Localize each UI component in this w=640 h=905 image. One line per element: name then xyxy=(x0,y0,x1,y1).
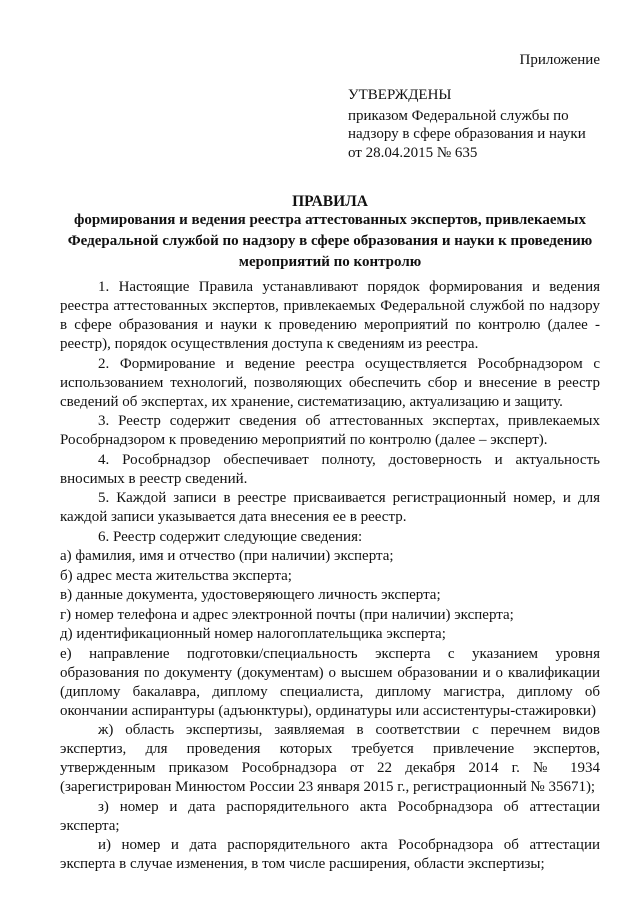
list-item-a: а) фамилия, имя и отчество (при наличии) эксперта; xyxy=(60,548,394,564)
document-body xyxy=(60,278,600,874)
appendix-label: Приложение xyxy=(519,52,600,68)
list-item-b: б) адрес места жительства эксперта; xyxy=(60,567,292,584)
list-item-g: г) номер телефона и адрес электронной почты (при наличии) эксперта; xyxy=(60,606,514,623)
subtitle-line-2: Федеральной службой по надзору в сфере образования и науки к проведению xyxy=(67,233,593,249)
list-item-zh: ж) область экспертизы, заявляемая в соответствии с перечнем видов экспертиз, для проведения которых требуется привлечение экспертов, утвержденным приказом Рособрнадзора от 22 декабря 2014 г. № 1934 (зарегистрирован Минюстом России 23 января 2015 г., регистрационный № 35671); xyxy=(60,722,600,795)
paragraph-2: 2. Формирование и ведение реестра осуществляется Рособрнадзором с использованием технологий, позволяющих обеспечить сбор и внесение в реестр сведений об экспертах, их хранение, систематизацию, актуализацию и защиту. xyxy=(60,355,600,410)
paragraph-4: 4. Рособрнадзор обеспечивает полноту, достоверность и актуальность вносимых в реестр сведений. xyxy=(60,451,600,487)
list-item-i: и) номер и дата распорядительного акта Рособрнадзора об аттестации эксперта в случае изменения, в том числе расширения, области экспертизы; xyxy=(60,837,600,872)
paragraph-3: 3. Реестр содержит сведения об аттестованных экспертах, привлекаемых Рособрнадзором к проведению мероприятий по контролю (далее – эксперт). xyxy=(60,413,600,448)
list-item-v: в) данные документа, удостоверяющего личность эксперта; xyxy=(60,587,441,603)
approval-block xyxy=(348,86,600,162)
subtitle-line-1: формирования и ведения реестра аттестованных экспертов, привлекаемых xyxy=(74,212,586,228)
subtitle-line-3: мероприятий по контролю xyxy=(238,254,422,270)
paragraph-6: 6. Реестр содержит следующие сведения: xyxy=(98,528,363,545)
paragraph-5: 5. Каждой записи в реестре присваивается регистрационный номер, и для каждой записи указывается дата внесения ее в реестр. xyxy=(60,490,600,525)
list-item-z: з) номер и дата распорядительного акта Рособрнадзора об аттестации эксперта; xyxy=(60,798,600,834)
approved-line-1: приказом Федеральной службы по xyxy=(348,107,569,124)
list-item-e: е) направление подготовки/специальность эксперта с указанием уровня образования по документу (документам) о высшем образовании и о квалификации (диплому бакалавра, диплому специалиста, диплому магистра, диплому об окончании аспирантуры (адъюнктуры), ординатуры или ассистентуры-стажировки) xyxy=(60,645,600,719)
approved-line-2: надзору в сфере образования и науки xyxy=(348,126,586,142)
approved-line-3: от 28.04.2015 № 635 xyxy=(348,144,478,161)
approved-title: УТВЕРЖДЕНЫ xyxy=(348,87,452,103)
document-subtitle xyxy=(60,210,600,273)
paragraph-1: 1. Настоящие Правила устанавливают порядок формирования и ведения реестра аттестованных экспертов, привлекаемых Федеральной службой по надзору в сфере образования и науки к проведению мероприятий по контролю (далее - реестр), порядок осуществления доступа к сведениям из реестра. xyxy=(60,279,600,352)
document-title: ПРАВИЛА xyxy=(292,193,368,210)
list-item-d: д) идентификационный номер налогоплательщика эксперта; xyxy=(60,626,446,642)
